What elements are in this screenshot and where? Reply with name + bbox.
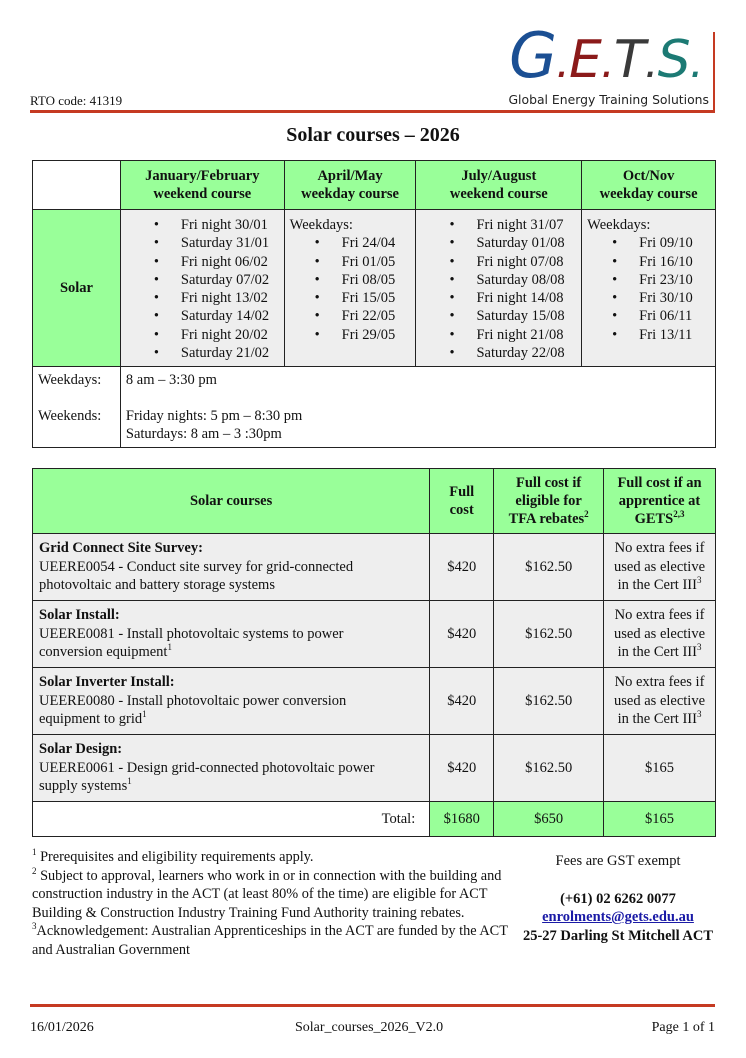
total-label: Total: <box>33 802 430 837</box>
schedule-solar-row <box>33 210 716 367</box>
header-apprentice-cost: Full cost if an apprentice at GETS$^{2,3}$ <box>604 469 716 534</box>
friday-nights-time: Friday nights: 5 pm – 8:30 pm <box>125 408 303 425</box>
empty-corner-cell <box>33 161 121 210</box>
schedule-table <box>32 160 716 448</box>
header-tfa-cost: Full cost if eligible for TFA rebates$^2$ <box>494 469 604 534</box>
email-link[interactable]: enrolments@gets.edu.au <box>542 909 694 925</box>
total-tfa-cost: $650 <box>494 802 604 837</box>
date-item: • Fri 06/11 <box>587 307 710 325</box>
logo-divider <box>713 32 715 110</box>
course-row-grid-connect <box>33 534 716 601</box>
times-values <box>120 367 715 448</box>
footnotes <box>32 848 522 959</box>
date-item: • Saturday 14/02 <box>126 307 279 325</box>
date-item: • Saturday 31/01 <box>126 234 279 252</box>
footer-rule <box>30 1004 715 1007</box>
date-item: • Saturday 08/08 <box>421 271 576 289</box>
logo-letters: G.E.T.S. <box>509 19 703 92</box>
weekdays-label: Weekdays: <box>289 217 353 233</box>
footnote-2: $^2$ Subject to approval, learners who work in or in connection with the building and construction industry in the ACT (at least 80% of the time) are eligible for ACT Building & Construction Industry Training Fund Authority training rebates. <box>32 865 502 921</box>
footer-page-number: Page 1 of 1 <box>651 1020 715 1035</box>
date-item: • Fri night 13/02 <box>126 289 279 307</box>
date-item: • Saturday 22/08 <box>421 344 576 362</box>
course-description: Solar Install: UEERE0081 - Install photovoltaic systems to power conversion equipment$^1$ <box>33 601 430 668</box>
jul-aug-dates <box>416 210 582 367</box>
date-item: • Fri 01/05 <box>290 253 411 271</box>
weekdays-time: 8 am – 3:30 pm <box>125 372 217 389</box>
full-cost-value: $420 <box>430 668 494 735</box>
date-item: • Fri 29/05 <box>290 326 411 344</box>
course-description: Grid Connect Site Survey: UEERE0054 - Conduct site survey for grid-connected photovoltaic and battery storage systems <box>33 534 430 601</box>
date-item: • Fri 23/10 <box>587 271 710 289</box>
footer-doc-name: Solar_courses_2026_V2.0 <box>295 1020 444 1035</box>
address: 25-27 Darling St Mitchell ACT <box>522 927 714 944</box>
header-full-cost: Full cost <box>430 469 494 534</box>
course-name: Grid Connect Site Survey: <box>39 540 203 556</box>
date-item: • Fri night 20/02 <box>126 326 279 344</box>
row-label-solar: Solar <box>33 210 121 367</box>
date-item: • Fri 15/05 <box>290 289 411 307</box>
tfa-cost-value: $162.50 <box>494 601 604 668</box>
date-item: • Saturday 15/08 <box>421 307 576 325</box>
gets-logo <box>489 19 711 110</box>
date-item: • Fri night 31/07 <box>421 216 576 234</box>
logo-subtitle: Global Energy Training Solutions <box>508 92 709 107</box>
phone-number: (+61) 02 6262 0077 <box>560 890 676 907</box>
full-cost-value: $420 <box>430 735 494 802</box>
gst-note: Fees are GST exempt <box>555 853 681 869</box>
tfa-cost-value: $162.50 <box>494 668 604 735</box>
footer-date: 16/01/2026 <box>30 1020 94 1035</box>
footnote-1: $^1$ Prerequisites and eligibility requirements apply. <box>32 847 314 865</box>
date-item: • Fri 13/11 <box>587 326 710 344</box>
date-item: • Saturday 21/02 <box>126 344 279 362</box>
date-item: • Fri night 06/02 <box>126 253 279 271</box>
date-item: • Fri night 07/08 <box>421 253 576 271</box>
tfa-cost-value: $162.50 <box>494 534 604 601</box>
course-row-solar-inverter <box>33 668 716 735</box>
apr-may-dates <box>284 210 416 367</box>
date-item: • Fri night 30/01 <box>126 216 279 234</box>
course-description: Solar Design: UEERE0061 - Design grid-connected photovoltaic power supply systems$^1$ <box>33 735 430 802</box>
schedule-header-row <box>33 161 716 210</box>
rto-code: RTO code: 41319 <box>30 93 123 108</box>
total-apprentice-cost: $165 <box>604 802 716 837</box>
apprentice-cost-value: No extra fees if used as elective in the Cert III$^3$ <box>604 601 716 668</box>
footnote-3: $^3$Acknowledgement: Australian Apprenticeships in the ACT are funded by the ACT and Australian Government <box>32 921 508 958</box>
date-item: • Fri 22/05 <box>290 307 411 325</box>
date-item: • Fri 09/10 <box>587 234 710 252</box>
schedule-times-row <box>33 367 716 448</box>
course-description: Solar Inverter Install: UEERE0080 - Install photovoltaic power conversion equipment to grid$^1$ <box>33 668 430 735</box>
date-item: • Fri night 14/08 <box>421 289 576 307</box>
full-cost-value: $420 <box>430 601 494 668</box>
course-name: Solar Install: <box>39 607 120 623</box>
oct-nov-dates <box>582 210 716 367</box>
date-item: • Fri 16/10 <box>587 253 710 271</box>
total-full-cost: $1680 <box>430 802 494 837</box>
tfa-cost-value: $162.50 <box>494 735 604 802</box>
full-cost-value: $420 <box>430 534 494 601</box>
fees-header-row <box>33 469 716 534</box>
fees-table <box>32 468 716 837</box>
course-name: Solar Design: <box>39 741 123 757</box>
jan-feb-dates <box>120 210 284 367</box>
totals-row <box>33 802 716 837</box>
saturdays-time: Saturdays: 8 am – 3 :30pm <box>125 426 282 443</box>
course-name: Solar Inverter Install: <box>39 674 175 690</box>
course-row-solar-install <box>33 601 716 668</box>
date-item: • Saturday 01/08 <box>421 234 576 252</box>
times-labels <box>33 367 121 448</box>
weekdays-label: Weekdays: <box>587 217 651 233</box>
date-item: • Fri 24/04 <box>290 234 411 252</box>
col-jul-aug: July/August weekend course <box>416 161 582 210</box>
contact-block <box>522 852 714 945</box>
date-item: • Fri 30/10 <box>587 289 710 307</box>
col-oct-nov: Oct/Nov weekday course <box>582 161 716 210</box>
apprentice-cost-value: $165 <box>604 735 716 802</box>
header-rule <box>30 110 715 113</box>
page-header <box>30 19 715 112</box>
col-jan-feb: January/February weekend course <box>120 161 284 210</box>
date-item: • Saturday 07/02 <box>126 271 279 289</box>
header-solar-courses: Solar courses <box>33 469 430 534</box>
page-title: Solar courses – 2026 <box>286 124 460 146</box>
date-item: • Fri 08/05 <box>290 271 411 289</box>
col-apr-may: April/May weekday course <box>284 161 416 210</box>
apprentice-cost-value: No extra fees if used as elective in the Cert III$^3$ <box>604 668 716 735</box>
weekends-time-label: Weekends: <box>38 408 102 425</box>
date-item: • Fri night 21/08 <box>421 326 576 344</box>
weekdays-time-label: Weekdays: <box>38 372 102 389</box>
apprentice-cost-value: No extra fees if used as elective in the Cert III$^3$ <box>604 534 716 601</box>
course-row-solar-design <box>33 735 716 802</box>
